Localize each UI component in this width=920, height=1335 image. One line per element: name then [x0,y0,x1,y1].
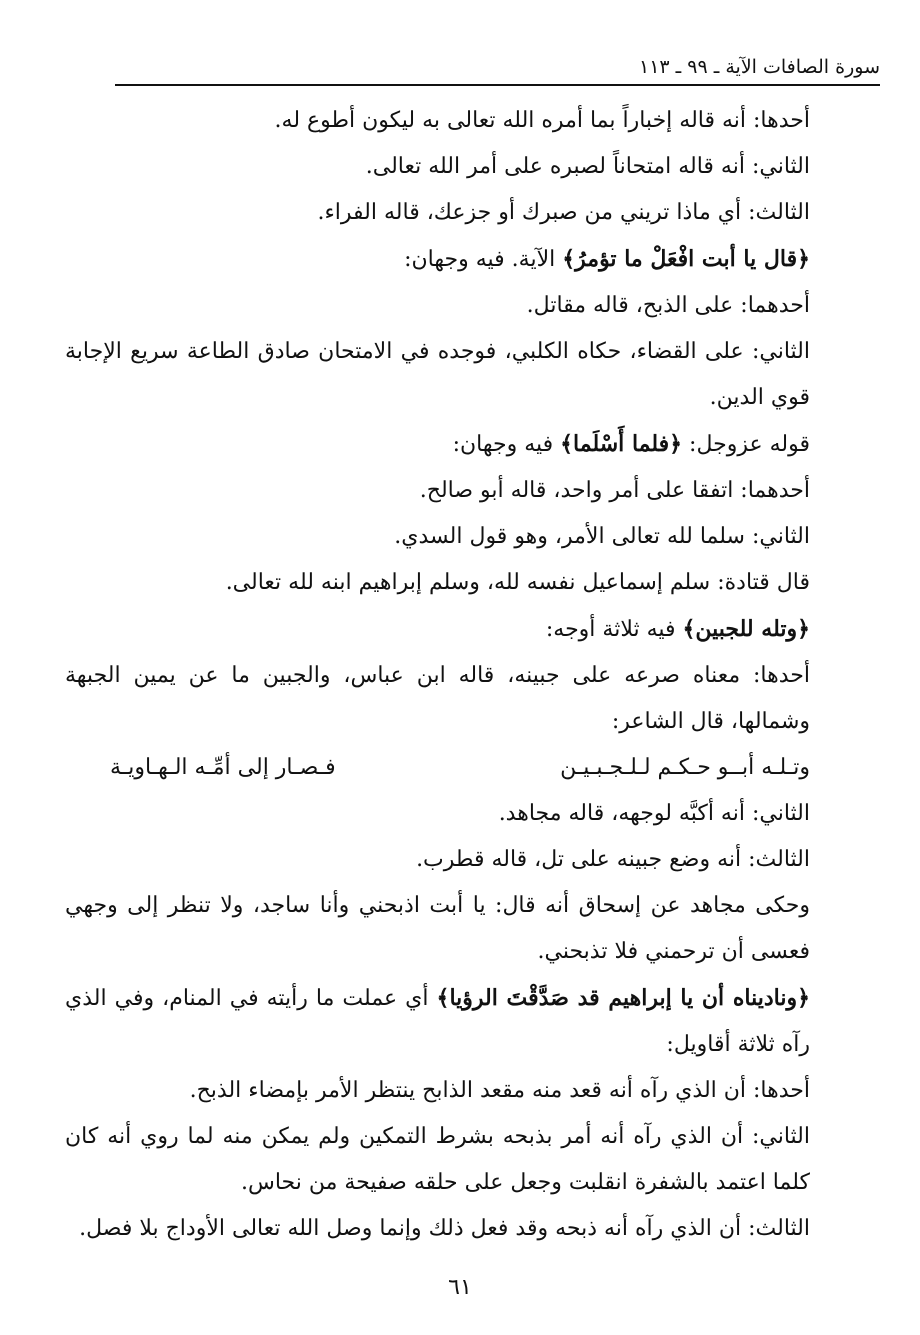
page-body [65,98,865,1252]
paragraph-text: الآية. فيه وجهان: [404,247,563,272]
quran-quote: ﴿قال يا أبت افْعَلْ ما تؤمرُ﴾ [562,246,810,272]
paragraph-text: أي عملت ما رأيته في المنام، وفي الذي رآه ثلاثة أقاويل: [65,986,810,1057]
paragraph: أحدهما: اتفقا على أمر واحد، قاله أبو صالح. [419,478,810,503]
paragraph: الثالث: أن الذي رآه أنه ذبحه وقد فعل ذلك وإنما وصل الله تعالى الأوداج بلا فصل. [79,1216,810,1241]
paragraph: الثالث: أنه وضع جبينه على تل، قاله قطرب. [416,847,810,872]
header-divider [115,84,880,86]
paragraph: الثاني: أنه قاله امتحاناً لصبره على أمر الله تعالى. [365,154,810,179]
paragraph: أحدها: أنه قاله إخباراً بما أمره الله تعالى به ليكون أطوع له. [274,108,810,133]
paragraph: أحدها: معناه صرعه على جبينه، قاله ابن عباس، والجبين ما عن يمين الجبهة وشمالها، قال الشاعر: [65,663,810,734]
running-header: سورة الصافات الآية ـ ٩٩ ـ ١١٣ [639,56,880,78]
paragraph: الثالث: أي ماذا تريني من صبرك أو جزعك، قاله الفراء. [317,200,810,225]
page-number: ٦١ [448,1275,472,1300]
paragraph: قال قتادة: سلم إسماعيل نفسه لله، وسلم إبراهيم ابنه لله تعالى. [225,570,810,595]
paragraph-text: قوله عزوجل: [682,432,810,457]
paragraph [65,606,865,653]
paragraph: الثاني: سلما لله تعالى الأمر، وهو قول السدي. [394,524,810,549]
verse-second-hemistich: فـصـار إلى أمِّـه الـهـاويـة [110,755,336,780]
paragraph: الثاني: أن الذي رآه أنه أمر بذبحه بشرط التمكين ولم يمكن منه لما روي أنه كان كلما اعتمد بالشفرة انقلبت وجعل على حلقه صفيحة من نحاس. [65,1124,810,1195]
paragraph: أحدهما: على الذبح، قاله مقاتل. [526,293,810,318]
poetry-verse [65,745,865,791]
paragraph [65,421,865,468]
quran-quote: ﴿وتله للجبين﴾ [682,616,810,642]
paragraph-text: فيه ثلاثة أوجه: [545,617,683,642]
paragraph: أحدها: أن الذي رآه أنه قعد منه مقعد الذابح ينتظر الأمر بإمضاء الذبح. [189,1078,810,1103]
verse-first-hemistich: وتـلـه أبــو حـكـم لـلـجـبـيـن [560,755,810,780]
paragraph: الثاني: على القضاء، حكاه الكلبي، فوجده في الامتحان صادق الطاعة سريع الإجابة قوي الدين. [65,339,810,410]
paragraph-text: فيه وجهان: [452,432,561,457]
paragraph [65,975,865,1068]
quran-quote: ﴿وناديناه أن يا إبراهيم قد صَدَّقْتَ الرؤيا﴾ [436,985,810,1011]
quran-quote: ﴿فلما أَسْلَما﴾ [560,431,683,457]
paragraph: وحكى مجاهد عن إسحاق أنه قال: يا أبت اذبحني وأنا ساجد، ولا تنظر إلى وجهي فعسى أن ترحمني فلا تذبحني. [65,893,810,964]
paragraph [65,236,865,283]
paragraph: الثاني: أنه أكبَّه لوجهه، قاله مجاهد. [498,801,810,826]
